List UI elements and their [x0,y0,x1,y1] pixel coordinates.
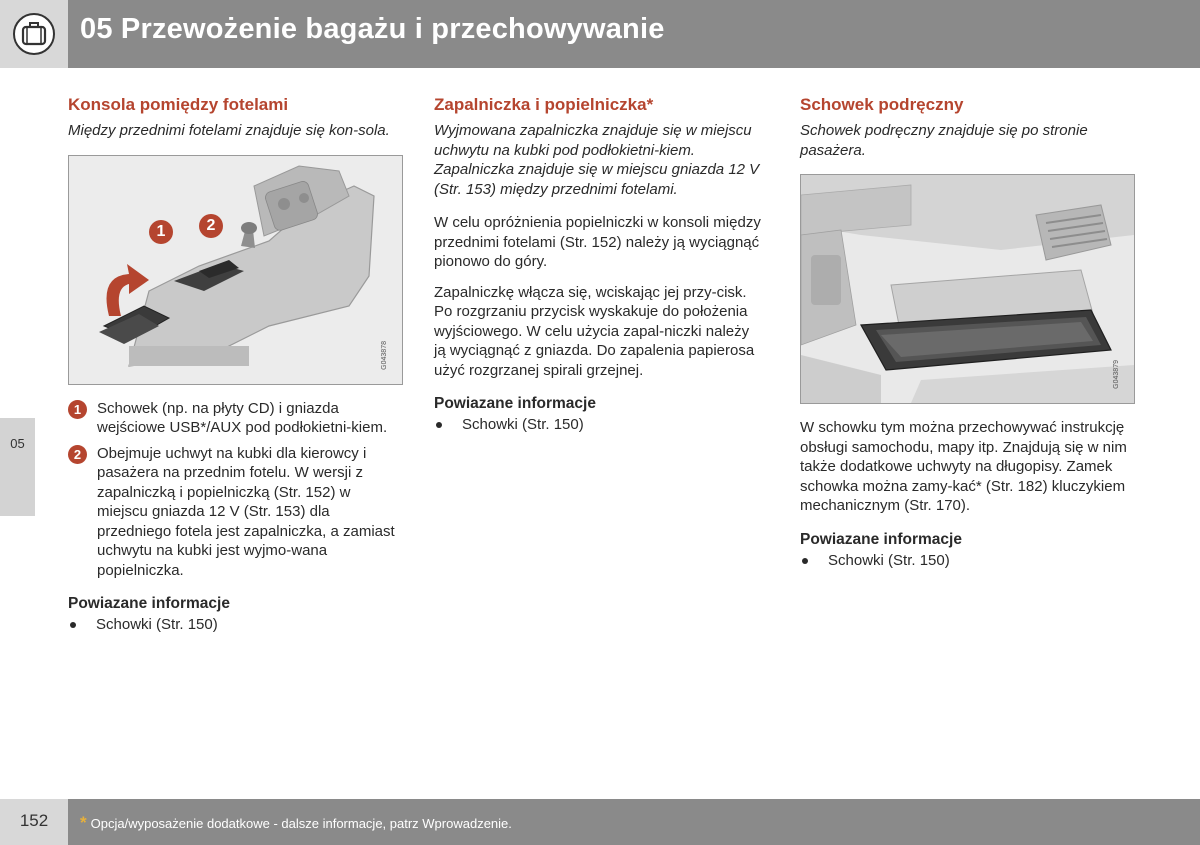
section-title: Konsola pomiędzy fotelami [68,95,289,114]
figure-code: G043878 [381,340,388,370]
related-list [68,615,398,635]
glovebox-illustration [800,174,1135,404]
footer-bar [68,799,1200,845]
related-link[interactable]: Schowki (Str. 150) [800,551,1130,571]
related-info-title: Powiazane informacje [434,395,596,412]
figure-code: G043879 [1113,360,1120,389]
page-number: 152 [19,811,49,830]
footnote-star: * [80,813,87,832]
callout-number-badge: 1 [68,400,87,419]
related-info-title: Powiazane informacje [68,595,230,612]
console-illustration [68,155,403,385]
page-number-box [0,799,68,845]
callout-number-badge: 2 [68,445,87,464]
related-link[interactable]: Schowki (Str. 150) [434,415,764,435]
body-paragraph: Zapalniczkę włącza się, wciskając jej przy-cisk. Po rozgrzaniu przycisk wyskakuje do położenia wyjściowego. W celu użycia zapal-niczki należy ją wyciągnąć z gniazda. Do zapalenia papierosa użyć rozgrzanej spirali grzejnej. [434,283,755,379]
chapter-tab-label: 05 [10,436,25,451]
figure-badge-1: 1 [149,220,173,244]
luggage-icon [12,12,56,56]
figure-badge-2: 2 [199,214,223,238]
chapter-icon-box [0,0,68,68]
callout-text: Obejmuje uchwyt na kubki dla kierowcy i pasażera na przednim fotelu. W wersji z zapalniczką i popielniczką (Str. 152) w miejscu gniazda 12 V (Str. 153) dla przedniego fotela jest zapalniczka, a zamiast uchwytu na kubki jest wyjmo-wana popielniczka. [97,444,395,579]
callout-text: Schowek (np. na płyty CD) i gniazda wejściowe USB*/AUX pod podłokietni-kiem. [97,399,388,436]
related-link[interactable]: Schowki (Str. 150) [68,615,398,635]
section-lead: Między przednimi fotelami znajduje się kon-sola. [68,122,390,139]
footnote-text: Opcja/wyposażenie dodatkowe - dalsze informacje, patrz Wprowadzenie. [90,816,512,831]
callout-list [68,399,398,581]
console-drawing [69,156,402,384]
section-lead: Wyjmowana zapalniczka znajduje się w miejscu uchwytu na kubki pod podłokietni-kiem. Zapalniczka znajduje się w miejscu gniazda 12 V (Str. 153) między przednimi fotelami. [434,122,760,198]
callout-item [68,399,398,438]
related-list [434,415,764,435]
section-lead: Schowek podręczny znajduje się po stronie pasażera. [800,122,1088,159]
glovebox-drawing [801,175,1134,403]
page-title: 05 Przewożenie bagażu i przechowywanie [80,13,665,45]
section-title: Schowek podręczny [800,95,964,114]
section-title: Zapalniczka i popielniczka* [434,95,654,114]
body-paragraph: W schowku tym można przechowywać instrukcję obsługi samochodu, mapy itp. Znajdują się w nim także dodatkowe uchwyty na długopisy. Zamek schowka można zamy-kać* (Str. 182) kluczykiem mechanicznym (Str. 170). [800,419,1127,514]
header-bar [68,0,1200,68]
section-console [68,94,398,635]
section-glovebox [800,94,1130,570]
section-lighter [434,94,764,435]
callout-item [68,444,398,581]
related-info-title: Powiazane informacje [800,530,962,548]
footnote [80,813,512,833]
body-paragraph: W celu opróżnienia popielniczki w konsoli między przednimi fotelami (Str. 152) należy ją wyciągnąć pionowo do góry. [434,214,761,270]
chapter-tab [0,418,35,516]
related-list [800,551,1130,571]
